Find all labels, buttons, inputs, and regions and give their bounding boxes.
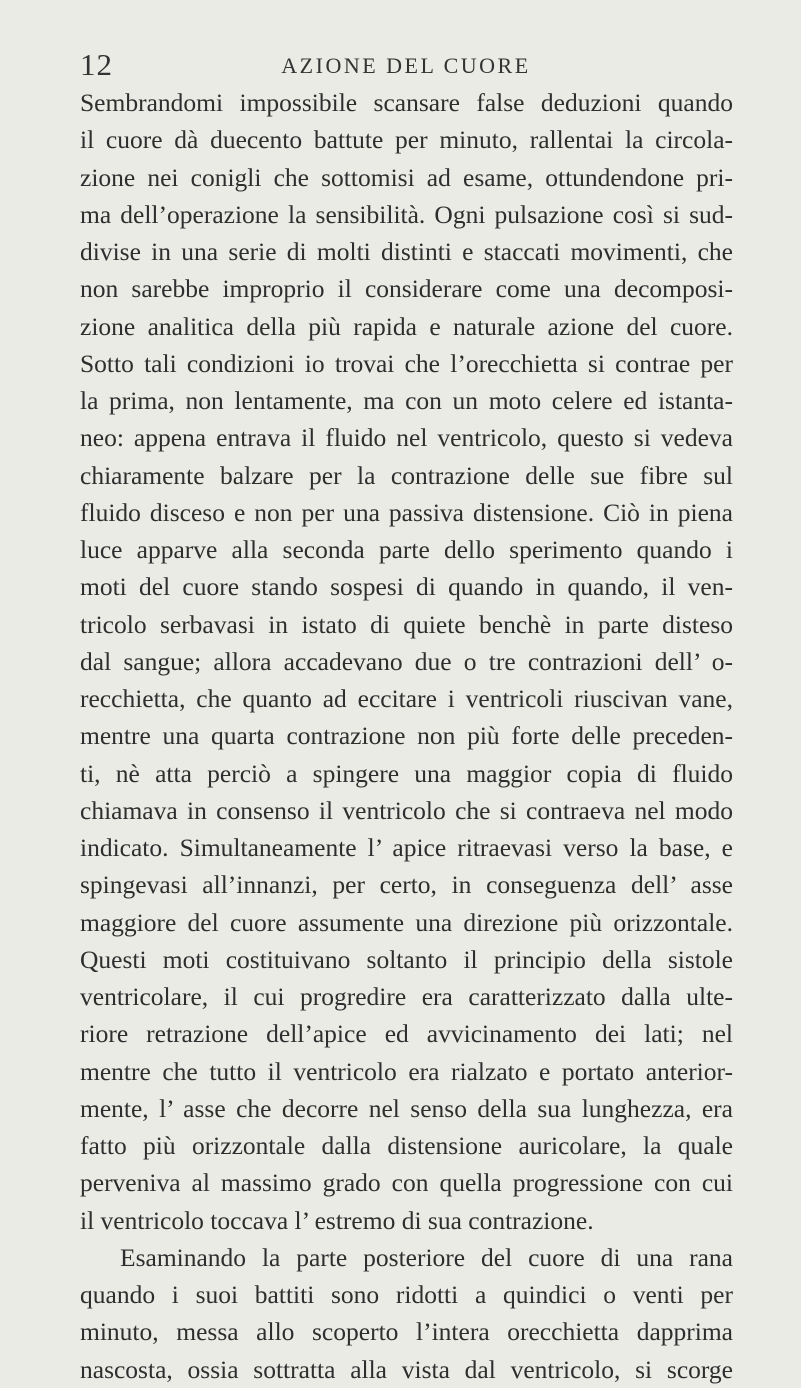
text-line: divise in una serie di molti distinti e staccati movimenti, che: [80, 237, 733, 266]
text-line: maggiore del cuore assumente una direzione più orizzontale.: [80, 907, 733, 937]
text-line: ti, nè atta perciò a spingere una maggior copia di fluido: [80, 758, 733, 788]
text-line: spingevasi all’innanzi, per certo, in conseguenza dell’ asse: [80, 870, 733, 900]
text-line: fatto più orizzontale dalla distensione auricolare, la quale: [80, 1131, 733, 1160]
page-number: 12: [80, 47, 113, 82]
text-line: chiaramente balzare per la contrazione delle sue fibre sul: [80, 460, 733, 490]
text-line: il ventricolo toccava l’ estremo di sua contrazione.: [80, 1205, 594, 1235]
text-line: ventricolare, il cui progredire era caratterizzato dalla ulte-: [80, 982, 733, 1011]
text-line: mentre che tutto il ventricolo era rialzato e portato anterior-: [80, 1056, 733, 1086]
text-line: ma dell’operazione la sensibilità. Ogni pulsazione così si sud-: [80, 199, 733, 229]
text-line: luce apparve alla seconda parte dello sperimento quando i: [80, 535, 733, 564]
text-line: minuto, messa allo scoperto l’intera orecchietta dapprima: [80, 1317, 733, 1347]
text-line: fluido disceso e non per una passiva distensione. Ciò in piena: [80, 497, 733, 527]
text-line: la prima, non lentamente, ma con un moto celere ed istanta-: [80, 386, 733, 415]
text-line: recchietta, che quanto ad eccitare i ventricoli riuscivan vane,: [80, 684, 733, 713]
text-line: Sotto tali condizioni io trovai che l’orecchietta si contrae per: [80, 348, 733, 378]
text-line: perveniva al massimo grado con quella progressione con cui: [80, 1168, 733, 1198]
text-line: riore retrazione dell’apice ed avvicinamento dei lati; nel: [80, 1019, 733, 1049]
text-line: indicato. Simultaneamente l’ apice ritraevasi verso la base, e: [80, 833, 733, 862]
body-text: [80, 84, 733, 1388]
text-line: chiamava in consenso il ventricolo che si contraeva nel modo: [80, 795, 733, 825]
paragraph: [80, 1239, 733, 1388]
text-line: dal sangue; allora accadevano due o tre contrazioni dell’ o-: [80, 646, 733, 676]
text-line: zione analitica della più rapida e naturale azione del cuore.: [80, 311, 733, 341]
text-line: il cuore dà duecento battute per minuto, rallentai la circola-: [80, 125, 733, 155]
text-line: zione nei conigli che sottomisi ad esame, ottundendone pri-: [80, 162, 733, 192]
text-line: nascosta, ossia sottratta alla vista dal ventricolo, si scorge: [80, 1354, 733, 1384]
text-line: moti del cuore stando sospesi di quando in quando, il ven-: [80, 572, 733, 602]
paragraph: [80, 84, 733, 1239]
text-line: Sembrandomi impossibile scansare false deduzioni quando: [80, 88, 733, 117]
text-line: neo: appena entrava il fluido nel ventricolo, questo si vedeva: [80, 423, 733, 453]
text-line: Questi moti costituivano soltanto il principio della sistole: [80, 944, 733, 974]
running-head: [80, 47, 732, 87]
running-title: AZIONE DEL CUORE: [281, 53, 531, 78]
text-line: Esaminando la parte posteriore del cuore di una rana: [120, 1242, 733, 1272]
text-line: mente, l’ asse che decorre nel senso della sua lunghezza, era: [80, 1093, 733, 1123]
text-line: mentre una quarta contrazione non più forte delle preceden-: [80, 721, 733, 751]
text-line: tricolo serbavasi in istato di quiete benchè in parte disteso: [80, 609, 733, 639]
text-line: non sarebbe improprio il considerare come una decomposi-: [80, 274, 733, 304]
text-line: quando i suoi battiti sono ridotti a quindici o venti per: [80, 1280, 733, 1309]
